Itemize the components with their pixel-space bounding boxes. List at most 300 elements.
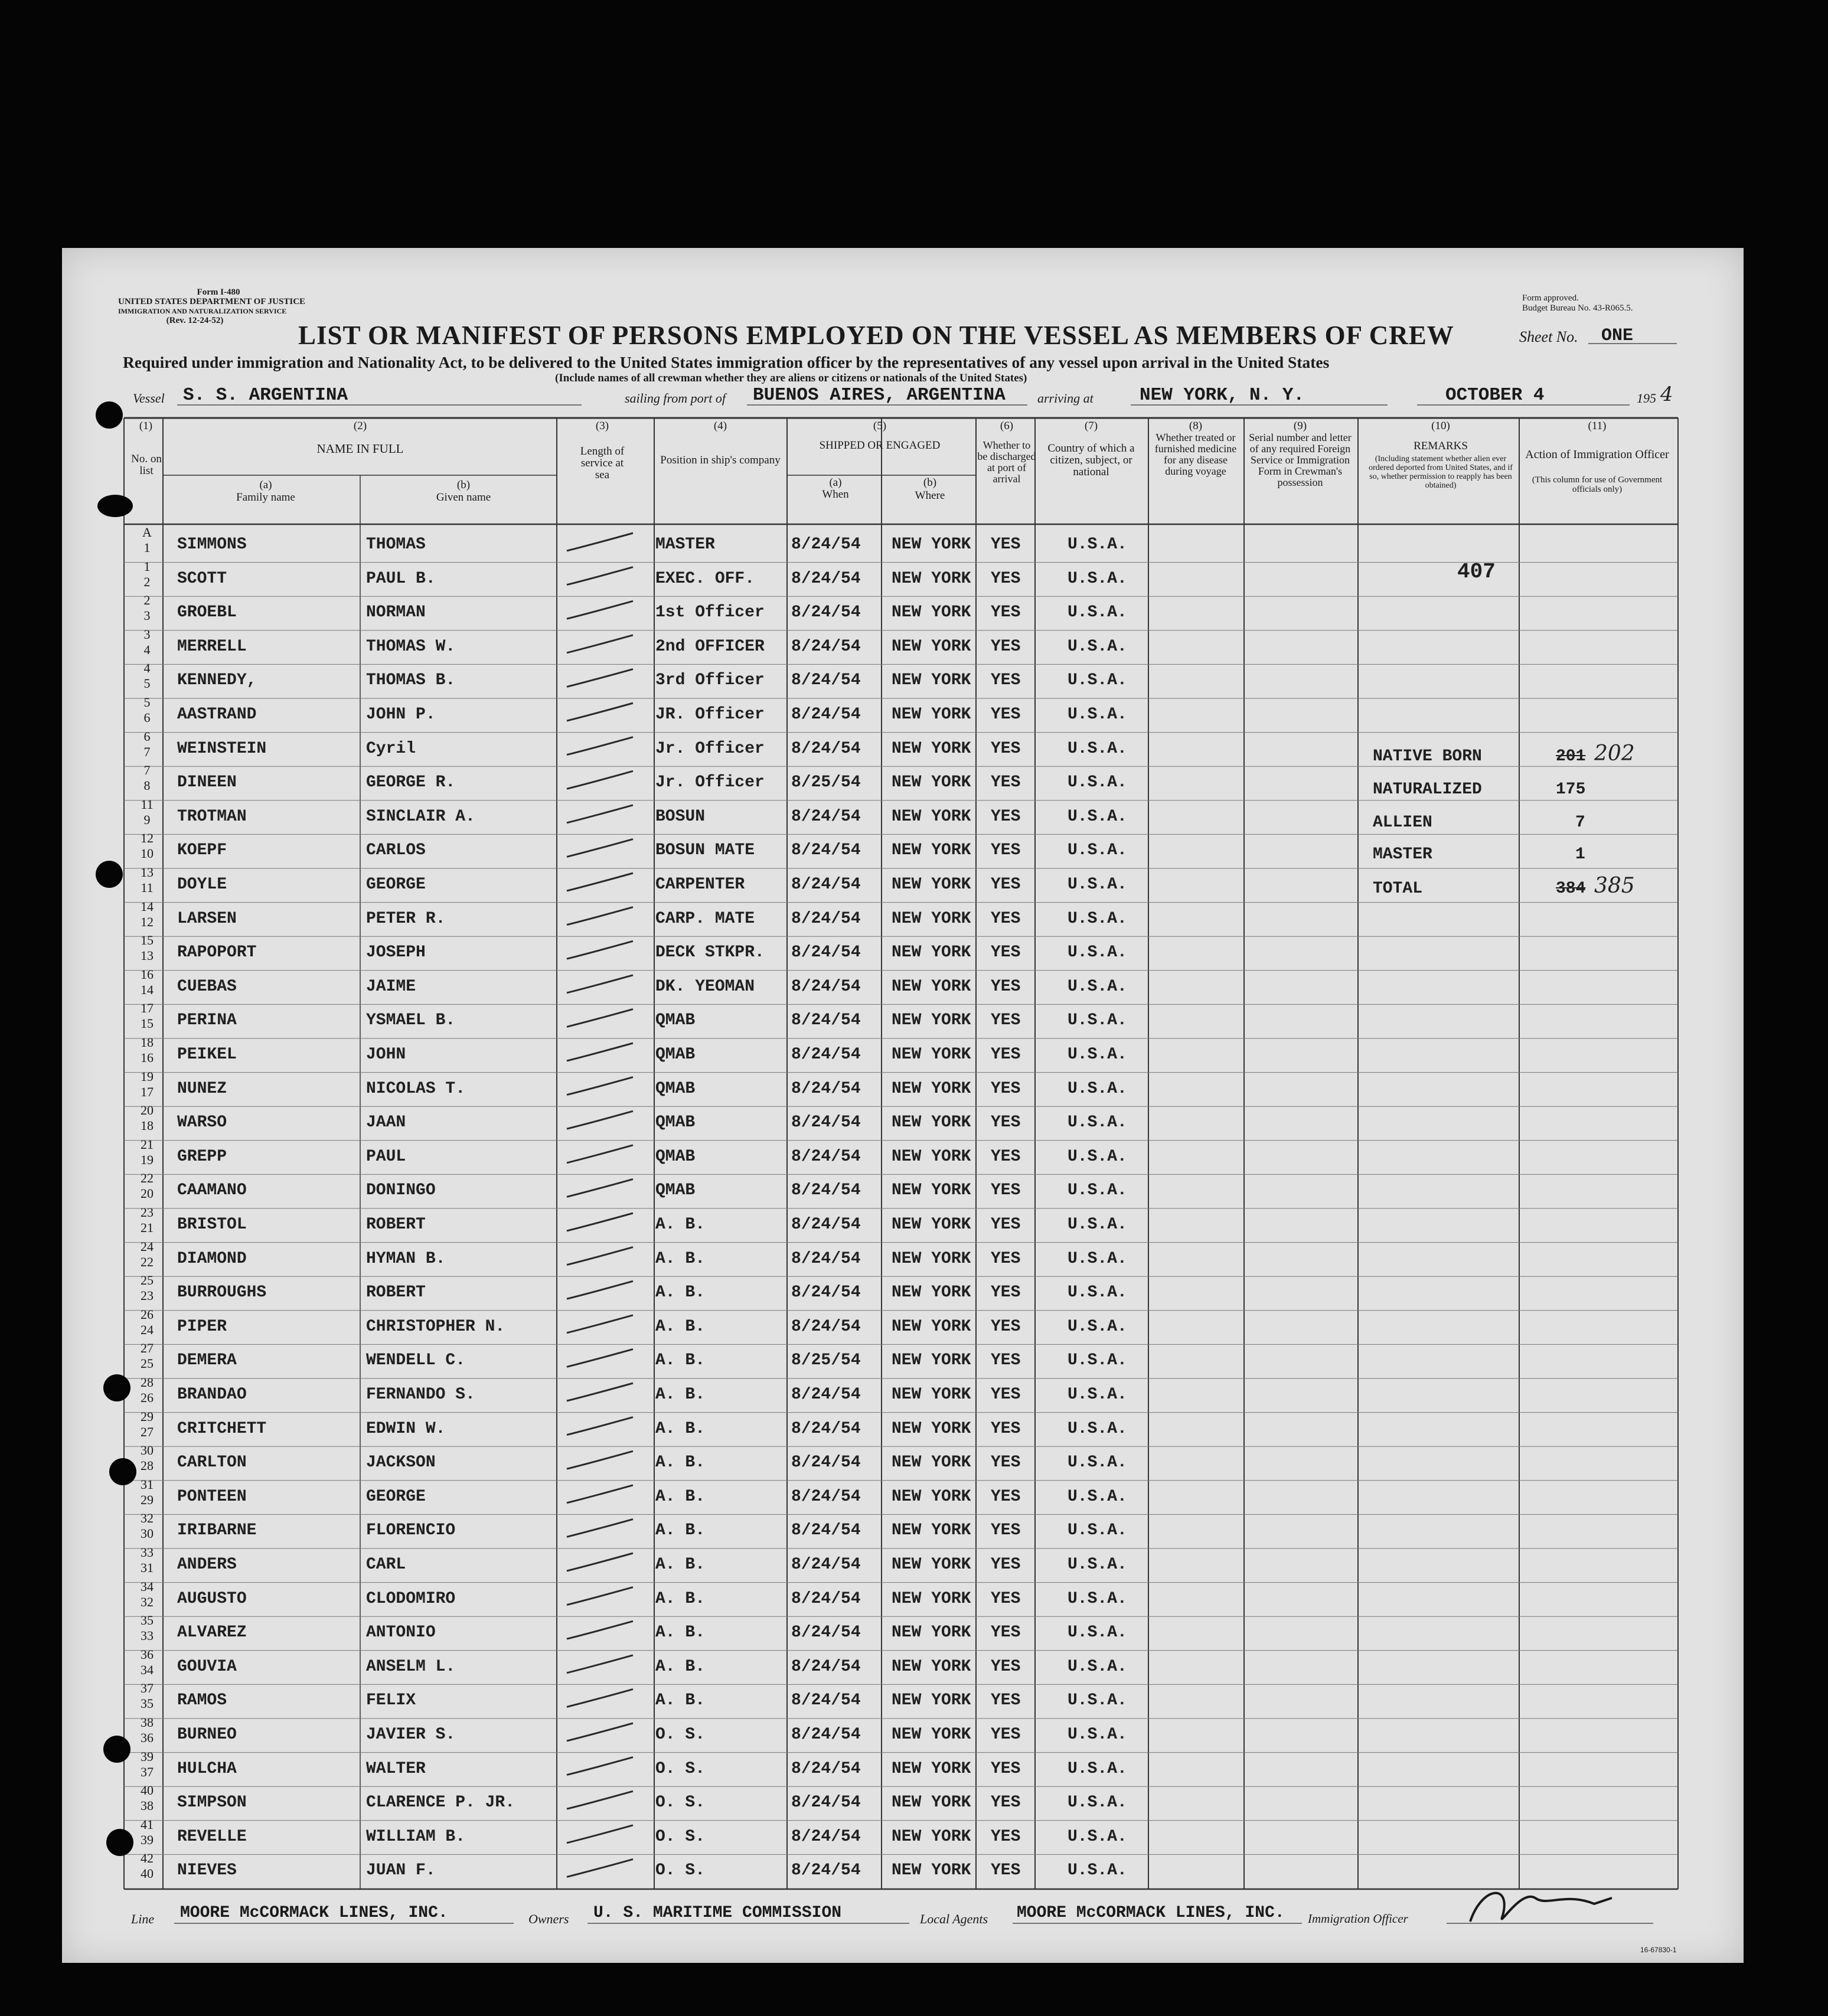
cell-position: O. S. [655, 1827, 706, 1846]
cell-where: NEW YORK [892, 1487, 971, 1506]
cell-discharged: YES [991, 1691, 1021, 1710]
cell-when: 8/24/54 [791, 1011, 861, 1030]
cell-position: BOSUN MATE [655, 841, 755, 860]
cell-discharged: YES [991, 1726, 1021, 1744]
cell-position: 3rd Officer [655, 671, 765, 690]
row-original-number: 36 [141, 1646, 154, 1662]
row-number: 31 [141, 1560, 154, 1575]
cell-country: U.S.A. [1068, 535, 1127, 554]
cell-discharged: YES [991, 1657, 1021, 1676]
service-tick-mark [567, 1179, 633, 1197]
cell-where: NEW YORK [892, 909, 971, 928]
col7-header: Country of which a citizen, subject, or national [1047, 442, 1135, 478]
cell-when: 8/24/54 [791, 1861, 861, 1880]
cell-discharged: YES [991, 705, 1021, 724]
cell-where: NEW YORK [892, 535, 971, 554]
service-tick-mark [567, 1349, 633, 1367]
row-number: 20 [141, 1186, 154, 1201]
punch-hole [103, 1374, 130, 1401]
cell-when: 8/24/54 [791, 1181, 861, 1200]
cell-position: QMAB [655, 1011, 696, 1030]
cell-position: A. B. [655, 1216, 706, 1234]
service-tick-mark [567, 635, 633, 653]
row-number: 34 [141, 1662, 154, 1677]
service-tick-mark [567, 1383, 633, 1401]
cell-discharged: YES [991, 569, 1021, 588]
cell-position: A. B. [655, 1556, 706, 1574]
row-number: 2 [143, 574, 151, 589]
cell-discharged: YES [991, 1386, 1021, 1404]
cell-given: GEORGE R. [366, 773, 456, 792]
row-original-number: 30 [141, 1443, 154, 1458]
row-original-number: 15 [141, 933, 154, 948]
cell-country: U.S.A. [1068, 671, 1127, 690]
cell-where: NEW YORK [892, 1861, 971, 1880]
revision-date: (Rev. 12-24-52) [166, 316, 224, 325]
naturalized-value: 175 [1556, 780, 1586, 799]
col11-header: Action of Immigration Officer [1525, 448, 1669, 461]
cell-discharged: YES [991, 535, 1021, 554]
cell-family: WEINSTEIN [177, 739, 267, 758]
row-original-number: 18 [141, 1035, 154, 1050]
cell-where: NEW YORK [892, 671, 971, 690]
punch-hole [109, 1458, 136, 1485]
col10-header: REMARKS [1414, 440, 1468, 452]
service-tick-mark [567, 1519, 633, 1537]
cell-where: NEW YORK [892, 1351, 971, 1370]
row-original-number: 31 [141, 1476, 154, 1492]
cell-discharged: YES [991, 637, 1021, 656]
row-number: 4 [143, 642, 151, 657]
row-number: 21 [141, 1220, 154, 1235]
cell-when: 8/24/54 [791, 1216, 861, 1234]
row-original-number: 11 [141, 796, 154, 812]
cell-where: NEW YORK [892, 1453, 971, 1472]
vessel-name: S. S. ARGENTINA [183, 385, 348, 406]
cell-when: 8/24/54 [791, 671, 861, 690]
row-number: 39 [141, 1832, 154, 1847]
cell-position: CARPENTER [655, 875, 745, 894]
cell-discharged: YES [991, 1011, 1021, 1030]
native-born-value: 202 [1594, 741, 1635, 766]
cell-when: 8/24/54 [791, 1386, 861, 1404]
cell-country: U.S.A. [1068, 1759, 1127, 1778]
cell-family: GREPP [177, 1147, 227, 1166]
vessel-label: Vessel [133, 391, 165, 406]
cell-family: NIEVES [177, 1861, 237, 1880]
cell-country: U.S.A. [1068, 1827, 1127, 1846]
cell-discharged: YES [991, 1793, 1021, 1812]
cell-family: PONTEEN [177, 1487, 247, 1506]
native-born-label: NATIVE BORN [1373, 747, 1482, 766]
col2-number: (2) [353, 420, 367, 432]
remarks-stamp: 407 [1457, 560, 1496, 584]
cell-given: WALTER [366, 1759, 426, 1778]
cell-given: THOMAS W. [366, 637, 456, 656]
cell-country: U.S.A. [1068, 1045, 1127, 1064]
cell-country: U.S.A. [1068, 739, 1127, 758]
service-tick-mark [567, 1655, 633, 1673]
cell-family: BURROUGHS [177, 1283, 267, 1302]
cell-position: QMAB [655, 1181, 696, 1200]
row-number: 18 [141, 1118, 154, 1133]
cell-when: 8/24/54 [791, 1759, 861, 1778]
cell-discharged: YES [991, 1419, 1021, 1438]
service-tick-mark [567, 1689, 633, 1707]
cell-discharged: YES [991, 1521, 1021, 1540]
row-number: 13 [141, 948, 154, 963]
row-original-number: 41 [141, 1816, 154, 1832]
cell-when: 8/24/54 [791, 535, 861, 554]
cell-country: U.S.A. [1068, 1283, 1127, 1302]
cell-given: NICOLAS T. [366, 1079, 466, 1098]
cell-when: 8/24/54 [791, 739, 861, 758]
cell-position: 2nd OFFICER [655, 637, 765, 656]
cell-family: KOEPF [177, 841, 227, 860]
cell-given: HYMAN B. [366, 1249, 446, 1268]
cell-when: 8/24/54 [791, 1623, 861, 1642]
cell-discharged: YES [991, 841, 1021, 860]
row-number: 11 [141, 880, 154, 895]
total-struck: 384 [1556, 880, 1586, 898]
cell-where: NEW YORK [892, 1726, 971, 1744]
cell-when: 8/24/54 [791, 637, 861, 656]
cell-country: U.S.A. [1068, 1181, 1127, 1200]
row-original-number: 34 [141, 1579, 154, 1594]
cell-country: U.S.A. [1068, 977, 1127, 996]
cell-where: NEW YORK [892, 1759, 971, 1778]
year-digit: 4 [1660, 383, 1673, 406]
row-original-number: 23 [141, 1205, 154, 1220]
cell-where: NEW YORK [892, 943, 971, 962]
row-number: 19 [141, 1152, 154, 1167]
cell-given: YSMAEL B. [366, 1011, 456, 1030]
cell-family: BURNEO [177, 1726, 237, 1744]
row-original-number: 42 [141, 1851, 154, 1866]
cell-when: 8/24/54 [791, 1521, 861, 1540]
cell-when: 8/24/54 [791, 1556, 861, 1574]
line-value: MOORE McCORMACK LINES, INC. [180, 1904, 448, 1922]
service-tick-mark [567, 975, 633, 993]
service-tick-mark [567, 1417, 633, 1435]
cell-when: 8/24/54 [791, 1657, 861, 1676]
cell-position: QMAB [655, 1113, 696, 1132]
cell-discharged: YES [991, 909, 1021, 928]
cell-discharged: YES [991, 1453, 1021, 1472]
cell-family: BRISTOL [177, 1216, 247, 1234]
cell-where: NEW YORK [892, 739, 971, 758]
row-original-number: 28 [141, 1375, 154, 1390]
agents-value: MOORE McCORMACK LINES, INC. [1017, 1904, 1285, 1922]
cell-given: WILLIAM B. [366, 1827, 466, 1846]
cell-given: JACKSON [366, 1453, 436, 1472]
row-original-number: 35 [141, 1613, 154, 1628]
service-tick-mark [567, 1587, 633, 1605]
row-number: 14 [141, 982, 154, 997]
cell-country: U.S.A. [1068, 1793, 1127, 1812]
row-original-number: 26 [141, 1306, 154, 1322]
cell-family: PEIKEL [177, 1045, 237, 1064]
cell-where: NEW YORK [892, 1623, 971, 1642]
row-number: 15 [141, 1016, 154, 1031]
departure-port: BUENOS AIRES, ARGENTINA [753, 385, 1006, 406]
cell-when: 8/24/54 [791, 705, 861, 724]
cell-country: U.S.A. [1068, 1691, 1127, 1710]
cell-position: A. B. [655, 1589, 706, 1608]
cell-family: HULCHA [177, 1759, 237, 1778]
cell-position: A. B. [655, 1386, 706, 1404]
cell-position: A. B. [655, 1623, 706, 1642]
cell-where: NEW YORK [892, 1181, 971, 1200]
cell-when: 8/24/54 [791, 1045, 861, 1064]
cell-given: CLARENCE P. JR. [366, 1793, 515, 1812]
col5-number: (5) [873, 420, 887, 432]
form-number: Form I-480 [197, 287, 240, 297]
service-tick-mark [567, 1043, 633, 1061]
cell-given: PAUL [366, 1147, 406, 1166]
cell-position: O. S. [655, 1759, 706, 1778]
row-number: 27 [141, 1424, 154, 1439]
cell-position: MASTER [655, 535, 715, 554]
cell-where: NEW YORK [892, 1011, 971, 1030]
cell-discharged: YES [991, 671, 1021, 690]
col10-note: (Including statement whether alien ever ordered deported from United States, and if so, whether permission to reapply has been obtained) [1369, 455, 1513, 490]
owners-label: Owners [528, 1912, 569, 1926]
cell-position: CARP. MATE [655, 909, 755, 928]
cell-family: BRANDAO [177, 1386, 247, 1404]
cell-country: U.S.A. [1068, 773, 1127, 792]
cell-family: TROTMAN [177, 807, 247, 826]
cell-where: NEW YORK [892, 1283, 971, 1302]
cell-country: U.S.A. [1068, 1556, 1127, 1574]
col5b-header: Where [915, 489, 945, 502]
col6-number: (6) [1000, 420, 1014, 432]
cell-given: CARL [366, 1556, 406, 1574]
cell-family: SIMPSON [177, 1793, 247, 1812]
row-number: 16 [141, 1050, 154, 1065]
service-tick-mark [567, 805, 633, 823]
cell-family: NUNEZ [177, 1079, 227, 1098]
cell-position: QMAB [655, 1079, 696, 1098]
col1-header: No. on list [131, 453, 162, 477]
cell-family: CUEBAS [177, 977, 237, 996]
punch-hole [106, 1829, 133, 1856]
cell-position: Jr. Officer [655, 773, 765, 792]
cell-given: WENDELL C. [366, 1351, 466, 1370]
sheet-number-value: ONE [1601, 326, 1634, 346]
col5-header: SHIPPED OR ENGAGED [819, 439, 941, 452]
punch-hole [96, 861, 123, 888]
cell-family: IRIBARNE [177, 1521, 257, 1540]
cell-given: SINCLAIR A. [366, 807, 475, 826]
cell-given: THOMAS [366, 535, 426, 554]
cell-when: 8/24/54 [791, 909, 861, 928]
row-number: 17 [141, 1084, 154, 1099]
cell-position: DK. YEOMAN [655, 977, 755, 996]
cell-country: U.S.A. [1068, 569, 1127, 588]
cell-given: JOSEPH [366, 943, 426, 962]
cell-when: 8/24/54 [791, 569, 861, 588]
col1-number: (1) [139, 420, 153, 432]
cell-where: NEW YORK [892, 705, 971, 724]
cell-where: NEW YORK [892, 977, 971, 996]
row-original-number: 29 [141, 1409, 154, 1424]
cell-given: JAVIER S. [366, 1726, 456, 1744]
cell-country: U.S.A. [1068, 637, 1127, 656]
arriving-label: arriving at [1037, 391, 1093, 406]
cell-given: PAUL B. [366, 569, 436, 588]
cell-when: 8/24/54 [791, 1487, 861, 1506]
cell-family: CRITCHETT [177, 1419, 267, 1438]
row-original-number: 22 [141, 1171, 154, 1186]
cell-discharged: YES [991, 773, 1021, 792]
cell-country: U.S.A. [1068, 705, 1127, 724]
cell-family: GOUVIA [177, 1657, 237, 1676]
cell-given: JOHN P. [366, 705, 436, 724]
cell-country: U.S.A. [1068, 1249, 1127, 1268]
cell-country: U.S.A. [1068, 1861, 1127, 1880]
cell-discharged: YES [991, 739, 1021, 758]
row-number: 32 [141, 1594, 154, 1609]
row-original-number: 27 [141, 1341, 154, 1356]
cell-family: DEMERA [177, 1351, 237, 1370]
cell-country: U.S.A. [1068, 1147, 1127, 1166]
punch-hole [97, 495, 133, 517]
master-label: MASTER [1373, 845, 1432, 864]
cell-discharged: YES [991, 943, 1021, 962]
cell-given: EDWIN W. [366, 1419, 446, 1438]
service-tick-mark [567, 1213, 633, 1231]
col5b-number: (b) [923, 476, 937, 489]
service-tick-mark [567, 1553, 633, 1571]
cell-where: NEW YORK [892, 1521, 971, 1540]
service-tick-mark [567, 1621, 633, 1639]
cell-when: 8/25/54 [791, 773, 861, 792]
cell-where: NEW YORK [892, 841, 971, 860]
cell-given: JAIME [366, 977, 416, 996]
row-original-number: 37 [141, 1681, 154, 1696]
cell-when: 8/24/54 [791, 1419, 861, 1438]
cell-discharged: YES [991, 875, 1021, 894]
cell-where: NEW YORK [892, 1147, 971, 1166]
col4-header: Position in ship's company [660, 454, 781, 466]
punch-hole [96, 401, 123, 429]
cell-family: AASTRAND [177, 705, 257, 724]
cell-family: ANDERS [177, 1556, 237, 1574]
cell-discharged: YES [991, 1147, 1021, 1166]
row-original-number: 20 [141, 1103, 154, 1118]
cell-given: CLODOMIRO [366, 1589, 456, 1608]
cell-where: NEW YORK [892, 1079, 971, 1098]
cell-when: 8/24/54 [791, 1589, 861, 1608]
total-value: 385 [1594, 874, 1635, 898]
service-tick-mark [567, 1077, 633, 1095]
row-original-number: 4 [143, 661, 151, 676]
cell-position: A. B. [655, 1283, 706, 1302]
form-subtitle: Required under immigration and Nationality Act, to be delivered to the United States immigration officer by the representatives of any vessel upon arrival in the United States [123, 353, 1330, 371]
col9-number: (9) [1293, 420, 1307, 432]
arrival-date: OCTOBER 4 [1445, 385, 1545, 406]
cell-given: CHRISTOPHER N. [366, 1317, 505, 1336]
cell-when: 8/25/54 [791, 1351, 861, 1370]
service-tick-mark [567, 1111, 633, 1129]
cell-discharged: YES [991, 1589, 1021, 1608]
row-original-number: 1 [143, 558, 151, 574]
cell-when: 8/24/54 [791, 943, 861, 962]
cell-given: GEORGE [366, 1487, 426, 1506]
cell-given: Cyril [366, 739, 416, 758]
col6-header: Whether to be discharged at port of arrival [977, 439, 1036, 485]
cell-family: RAPOPORT [177, 943, 257, 962]
cell-family: REVELLE [177, 1827, 247, 1846]
service-tick-mark [567, 771, 633, 789]
col4-number: (4) [713, 420, 727, 432]
cell-country: U.S.A. [1068, 1623, 1127, 1642]
row-number: 35 [141, 1696, 154, 1711]
cell-given: JAAN [366, 1113, 406, 1132]
cell-given: FELIX [366, 1691, 416, 1710]
cell-when: 8/24/54 [791, 1113, 861, 1132]
cell-discharged: YES [991, 1623, 1021, 1642]
service-tick-mark [567, 1281, 633, 1299]
year-prefix: 195 [1637, 391, 1656, 406]
cell-position: A. B. [655, 1691, 706, 1710]
cell-position: O. S. [655, 1726, 706, 1744]
line-label: Line [131, 1912, 155, 1926]
cell-country: U.S.A. [1068, 1487, 1127, 1506]
row-number: 24 [141, 1322, 154, 1337]
cell-position: A. B. [655, 1249, 706, 1268]
service-name: IMMIGRATION AND NATURALIZATION SERVICE [118, 307, 287, 315]
cell-position: 1st Officer [655, 603, 765, 622]
service-tick-mark [567, 1723, 633, 1741]
cell-family: PIPER [177, 1317, 227, 1336]
row-original-number: 39 [141, 1749, 154, 1764]
row-number: 37 [141, 1764, 154, 1779]
cell-discharged: YES [991, 1113, 1021, 1132]
row-original-number: 2 [143, 593, 151, 608]
cell-when: 8/24/54 [791, 1691, 861, 1710]
service-tick-mark [567, 669, 633, 687]
row-number: 7 [143, 744, 151, 759]
cell-discharged: YES [991, 977, 1021, 996]
cell-when: 8/24/54 [791, 603, 861, 622]
row-number: 23 [141, 1288, 154, 1303]
cell-family: DIAMOND [177, 1249, 247, 1268]
service-tick-mark [567, 1247, 633, 1265]
service-tick-mark [567, 1825, 633, 1843]
row-original-number: 16 [141, 966, 154, 982]
arrival-port: NEW YORK, N. Y. [1140, 385, 1305, 406]
row-original-number: 33 [141, 1545, 154, 1560]
cell-given: NORMAN [366, 603, 426, 622]
cell-family: CAAMANO [177, 1181, 247, 1200]
row-number: 25 [141, 1356, 154, 1371]
row-original-number: 17 [141, 1001, 154, 1016]
cell-family: DOYLE [177, 875, 227, 894]
cell-given: JUAN F. [366, 1861, 436, 1880]
cell-position: Jr. Officer [655, 739, 765, 758]
row-original-number: 40 [141, 1783, 154, 1798]
cell-where: NEW YORK [892, 569, 971, 588]
cell-country: U.S.A. [1068, 1453, 1127, 1472]
col11-number: (11) [1588, 420, 1607, 432]
cell-position: A. B. [655, 1521, 706, 1540]
allien-value: 7 [1575, 813, 1585, 832]
col8-header: Whether treated or furnished medicine for any disease during voyage [1154, 432, 1237, 477]
cell-position: EXEC. OFF. [655, 569, 755, 588]
service-tick-mark [567, 941, 633, 959]
